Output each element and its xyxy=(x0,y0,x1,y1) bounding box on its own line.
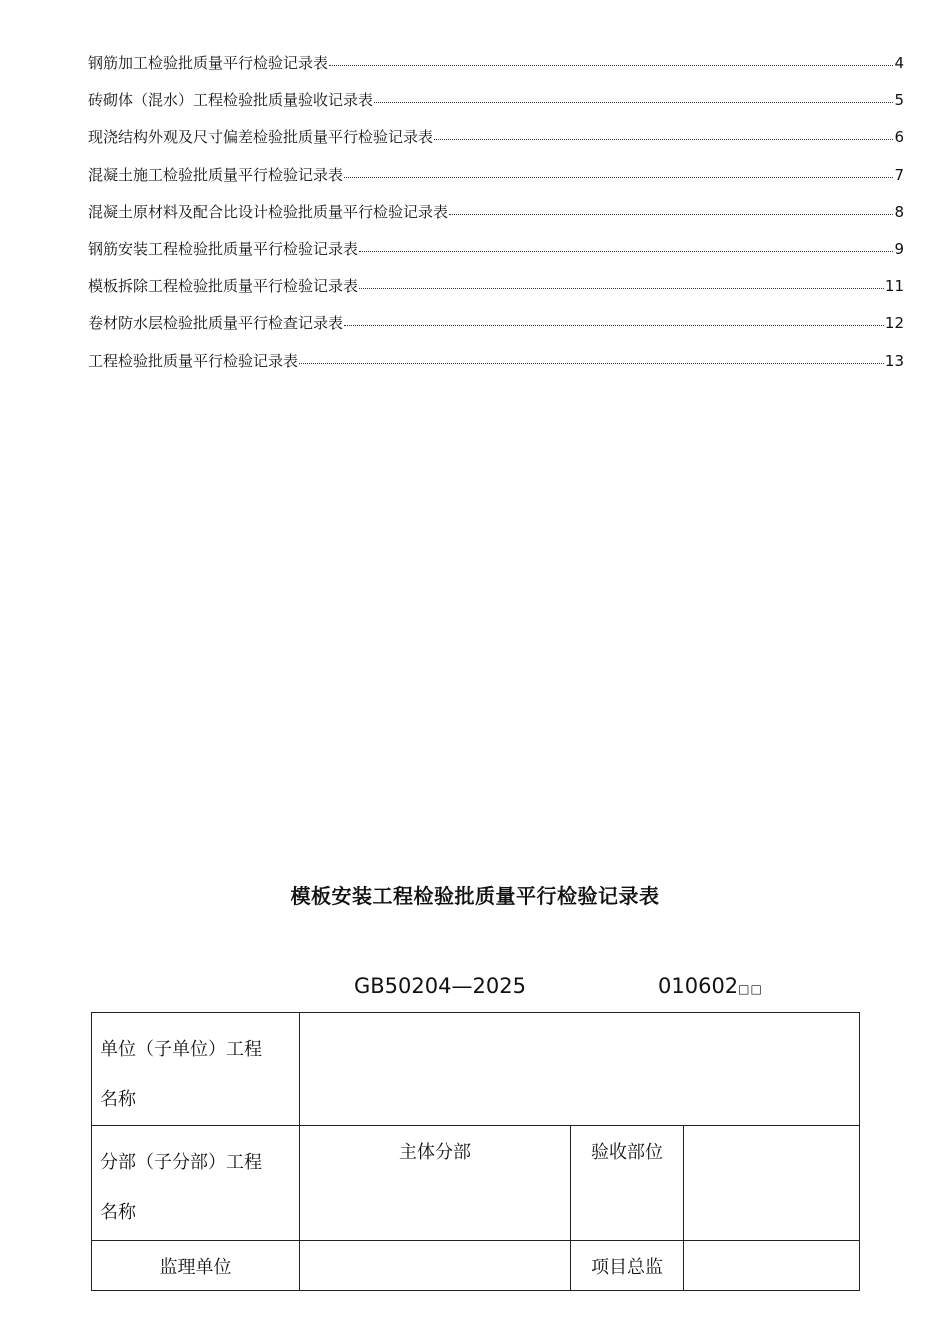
toc-item[interactable] xyxy=(88,312,904,349)
inspection-form-table xyxy=(91,1012,860,1291)
standard-code: GB50204—2025 xyxy=(354,974,526,998)
toc-item[interactable] xyxy=(88,52,904,89)
chief-supervisor-value-cell[interactable] xyxy=(684,1241,860,1291)
toc-item-page: 4 xyxy=(894,54,904,72)
toc-leader-dots xyxy=(299,349,884,364)
supervision-unit-label: 监理单位 xyxy=(92,1241,300,1291)
acceptance-part-label: 验收部位 xyxy=(571,1126,684,1241)
sub-project-value-cell[interactable]: 主体分部 xyxy=(300,1126,571,1241)
acceptance-part-value-cell[interactable] xyxy=(684,1126,860,1241)
toc-item-title: 砖砌体（混水）工程检验批质量验收记录表 xyxy=(88,91,374,110)
sub-project-label-line1: 分部（子分部）工程 xyxy=(100,1152,262,1173)
toc-item[interactable] xyxy=(88,164,904,201)
toc-item-page: 9 xyxy=(894,239,904,258)
toc-item[interactable] xyxy=(88,275,904,312)
toc-item-title: 钢筋安装工程检验批质量平行检验记录表 xyxy=(88,239,359,258)
toc-item-title: 混凝土施工检验批质量平行检验记录表 xyxy=(88,165,344,184)
sub-project-label xyxy=(92,1126,300,1241)
table-row xyxy=(92,1013,860,1126)
toc-leader-dots xyxy=(329,51,893,66)
form-title: 模板安装工程检验批质量平行检验记录表 xyxy=(290,884,660,908)
form-code-boxes: □□ xyxy=(738,982,763,996)
form-code xyxy=(658,974,763,998)
toc-item[interactable] xyxy=(88,126,904,163)
toc-leader-dots xyxy=(359,274,884,289)
toc-item-title: 卷材防水层检验批质量平行检查记录表 xyxy=(88,314,344,333)
toc-item-title: 工程检验批质量平行检验记录表 xyxy=(88,351,299,370)
toc-item-title: 混凝土原材料及配合比设计检验批质量平行检验记录表 xyxy=(88,202,449,221)
toc-leader-dots xyxy=(344,311,884,326)
toc-leader-dots xyxy=(434,125,893,140)
table-row xyxy=(92,1241,860,1291)
unit-project-value-cell[interactable] xyxy=(300,1013,860,1126)
toc-leader-dots xyxy=(344,163,893,178)
supervision-unit-value-cell[interactable] xyxy=(300,1241,571,1291)
unit-project-label-line2: 名称 xyxy=(100,1089,136,1110)
table-of-contents xyxy=(88,52,904,387)
toc-item-page: 8 xyxy=(894,202,904,221)
table-row xyxy=(92,1126,860,1241)
toc-item-page: 12 xyxy=(884,314,904,333)
toc-item-page: 5 xyxy=(894,91,904,110)
toc-item-title: 钢筋加工检验批质量平行检验记录表 xyxy=(88,54,329,72)
toc-item-page: 6 xyxy=(894,128,904,147)
toc-leader-dots xyxy=(374,88,893,103)
toc-item-page: 13 xyxy=(884,351,904,370)
chief-supervisor-label: 项目总监 xyxy=(571,1241,684,1291)
toc-item[interactable] xyxy=(88,350,904,387)
form-code-number: 010602 xyxy=(658,974,739,998)
unit-project-label xyxy=(92,1013,300,1126)
toc-item-page: 7 xyxy=(894,165,904,184)
toc-leader-dots xyxy=(449,200,893,215)
toc-leader-dots xyxy=(359,237,893,252)
toc-item-title: 模板拆除工程检验批质量平行检验记录表 xyxy=(88,277,359,296)
unit-project-label-line1: 单位（子单位）工程 xyxy=(100,1039,262,1060)
toc-item[interactable] xyxy=(88,238,904,275)
toc-item[interactable] xyxy=(88,89,904,126)
toc-item[interactable] xyxy=(88,201,904,238)
toc-item-title: 现浇结构外观及尺寸偏差检验批质量平行检验记录表 xyxy=(88,128,434,147)
toc-item-page: 11 xyxy=(884,277,904,296)
sub-project-label-line2: 名称 xyxy=(100,1202,136,1223)
